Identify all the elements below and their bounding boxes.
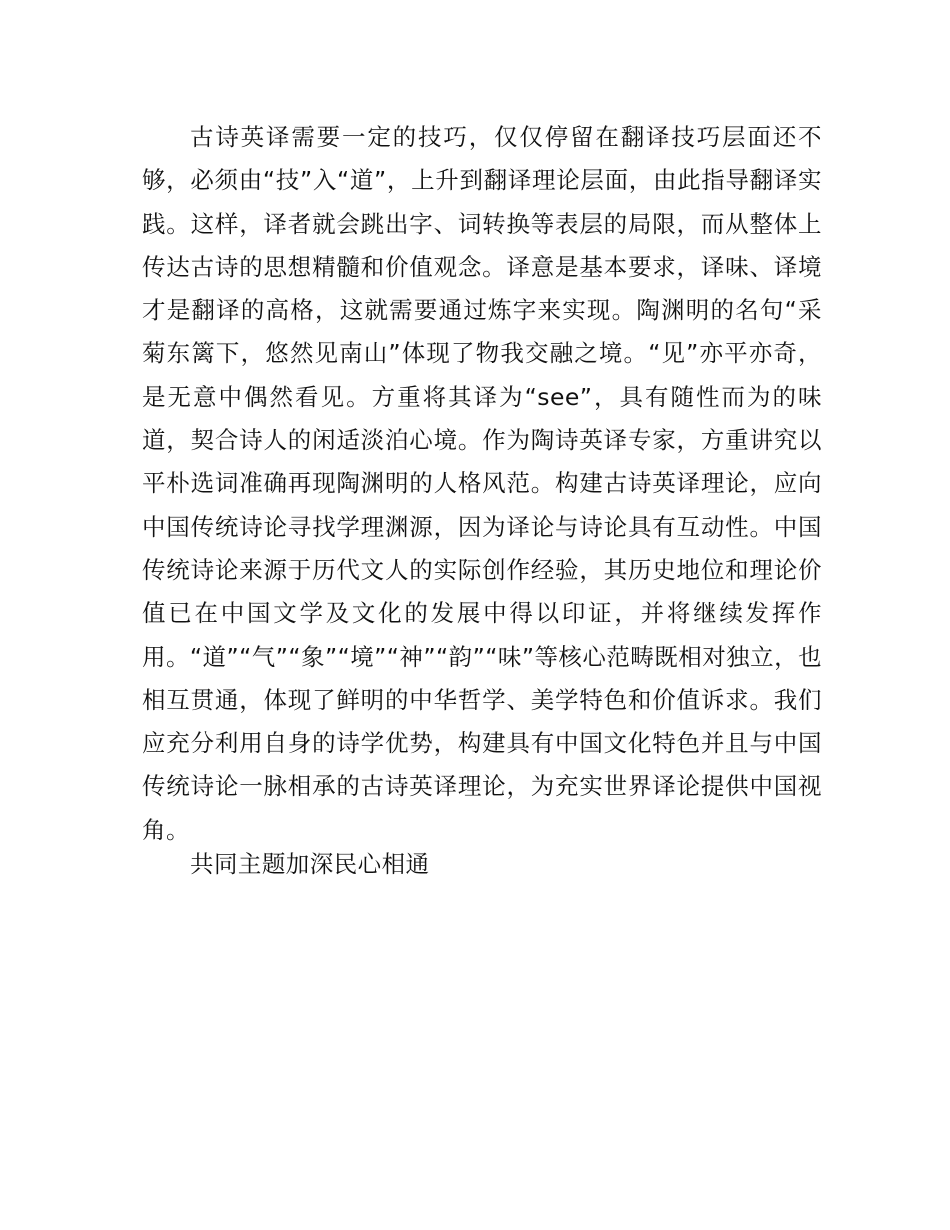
body-paragraph: 古诗英译需要一定的技巧，仅仅停留在翻译技巧层面还不够，必须由“技”入“道”，上升到翻译理论层面，由此指导翻译实践。这样，译者就会跳出字、词转换等表层的局限，而从整体上传达古诗的思想精髓和价值观念。译意是基本要求，译味、译境才是翻译的高格，这就需要通过炼字来实现。陶渊明的名句“采菊东篱下，悠然见南山”体现了物我交融之境。“见”亦平亦奇，是无意中偶然看见。方重将其译为“see”，具有随性而为的味道，契合诗人的闲适淡泊心境。作为陶诗英译专家，方重讲究以平朴选词准确再现陶渊明的人格风范。构建古诗英译理论，应向中国传统诗论寻找学理渊源，因为译论与诗论具有互动性。中国传统诗论来源于历代文人的实际创作经验，其历史地位和理论价值已在中国文学及文化的发展中得以印证，并将继续发挥作用。“道”“气”“象”“境”“神”“韵”“味”等核心范畴既相对独立，也相互贯通，体现了鲜明的中华哲学、美学特色和价值诉求。我们应充分利用自身的诗学优势，构建具有中国文化特色并且与中国传统诗论一脉相承的古诗英译理论，为充实世界译论提供中国视角。 [142, 123, 822, 844]
section-subheading: 共同主题加深民心相通 [190, 850, 430, 878]
